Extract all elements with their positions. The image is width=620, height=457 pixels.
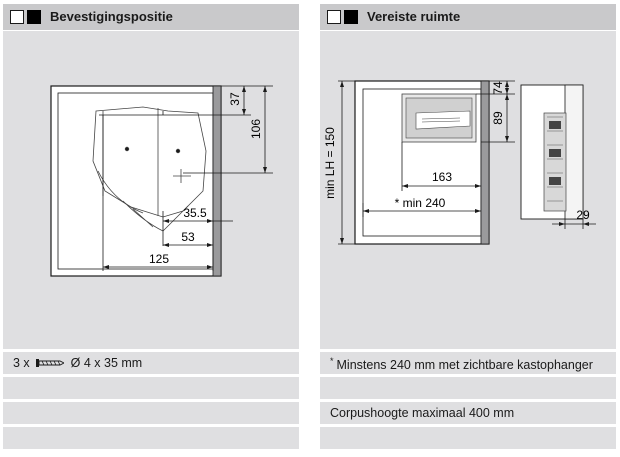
space-drawing xyxy=(320,31,616,349)
dim-min-240: * min 240 xyxy=(394,196,446,210)
mounting-position-diagram xyxy=(3,31,299,349)
dim-89: 89 xyxy=(491,111,505,125)
dim-37: 37 xyxy=(228,92,242,106)
dim-125: 125 xyxy=(148,252,170,266)
cabinet-outline xyxy=(51,86,221,276)
screw-spec-row xyxy=(3,352,299,374)
white-square-icon xyxy=(327,10,341,24)
screw-count: 3 x xyxy=(13,356,30,370)
screw-icon xyxy=(36,358,64,368)
right-panel-header xyxy=(320,4,616,30)
required-space-diagram xyxy=(320,31,616,349)
black-square-icon xyxy=(27,10,41,24)
screw-spec: Ø 4 x 35 mm xyxy=(70,356,143,370)
footnote-asterisk: * xyxy=(330,356,334,366)
empty-row-2 xyxy=(3,402,299,424)
mounting-drawing xyxy=(3,31,299,349)
dim-min-lh: min LH = 150 xyxy=(323,127,337,199)
right-panel-title: Vereiste ruimte xyxy=(367,9,461,24)
dim-29: 29 xyxy=(576,208,590,222)
side-view xyxy=(521,85,583,219)
empty-row-2 xyxy=(320,427,616,449)
left-panel-header xyxy=(3,4,299,30)
height-note: Corpushoogte maximaal 400 mm xyxy=(330,406,515,420)
empty-row-3 xyxy=(3,427,299,449)
empty-row-1 xyxy=(320,377,616,399)
footnote-row xyxy=(320,352,616,374)
dim-74: 74 xyxy=(491,81,505,95)
side-panel xyxy=(481,81,489,244)
dim-106: 106 xyxy=(249,118,263,140)
empty-row-1 xyxy=(3,377,299,399)
height-note-row xyxy=(320,402,616,424)
white-square-icon xyxy=(10,10,24,24)
side-panel xyxy=(213,86,221,276)
black-square-icon xyxy=(344,10,358,24)
dim-35-5: 35.5 xyxy=(183,206,207,220)
dim-163: 163 xyxy=(431,170,453,184)
footnote-text: Minstens 240 mm met zichtbare kastophanger xyxy=(336,358,593,372)
right-panel xyxy=(320,4,616,452)
dim-53: 53 xyxy=(181,230,195,244)
lift-mechanism xyxy=(402,94,476,142)
left-panel xyxy=(3,4,299,452)
left-panel-title: Bevestigingspositie xyxy=(50,9,173,24)
